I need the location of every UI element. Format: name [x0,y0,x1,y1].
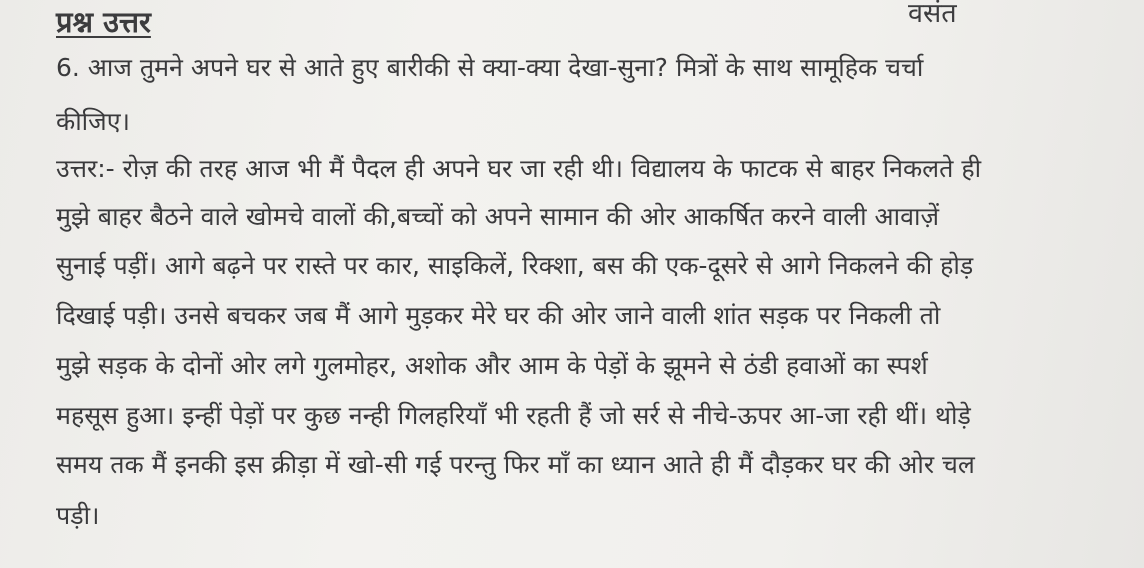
section-title: प्रश्न उत्तर [56,5,151,39]
answer-line: मुझे सड़क के दोनों ओर लगे गुलमोहर, अशोक और आम के पेड़ों के झूमने से ठंडी हवाओं का स्पर्श [56,351,928,380]
answer-line: पड़ी। [56,501,100,530]
answer-line: मुझे बाहर बैठने वाले खोमचे वालों की,बच्चों को अपने सामान की ओर आकर्षित करने वाली आवाज़ें [56,202,940,231]
question-line: 6. आज तुमने अपने घर से आते हुए बारीकी से क्या-क्या देखा-सुना? मित्रों के साथ सामूहिक चर्चा [56,53,924,82]
book-name: वसंत [908,0,957,29]
answer-line: दिखाई पड़ी। उनसे बचकर जब मैं आगे मुड़कर मेरे घर की ओर जाने वाली शांत सड़क पर निकली तो [56,301,941,330]
answer-line: महसूस हुआ। इन्हीं पेड़ों पर कुछ नन्ही गिलहरियाँ भी रहती हैं जो सर्र से नीचे-ऊपर आ-जा रही थीं। थोड़े [56,401,971,430]
question-line: कीजिए। [56,107,131,136]
answer-line: सुनाई पड़ीं। आगे बढ़ने पर रास्ते पर कार, साइकिलें, रिक्शा, बस की एक-दूसरे से आगे निकलने की होड़ [56,251,974,280]
answer-line: समय तक मैं इनकी इस क्रीड़ा में खो-सी गई परन्तु फिर माँ का ध्यान आते ही मैं दौड़कर घर की ओर चल [56,450,975,479]
answer-line: उत्तर:- रोज़ की तरह आज भी मैं पैदल ही अपने घर जा रही थी। विद्यालय के फाटक से बाहर निकलते ही [56,154,982,183]
